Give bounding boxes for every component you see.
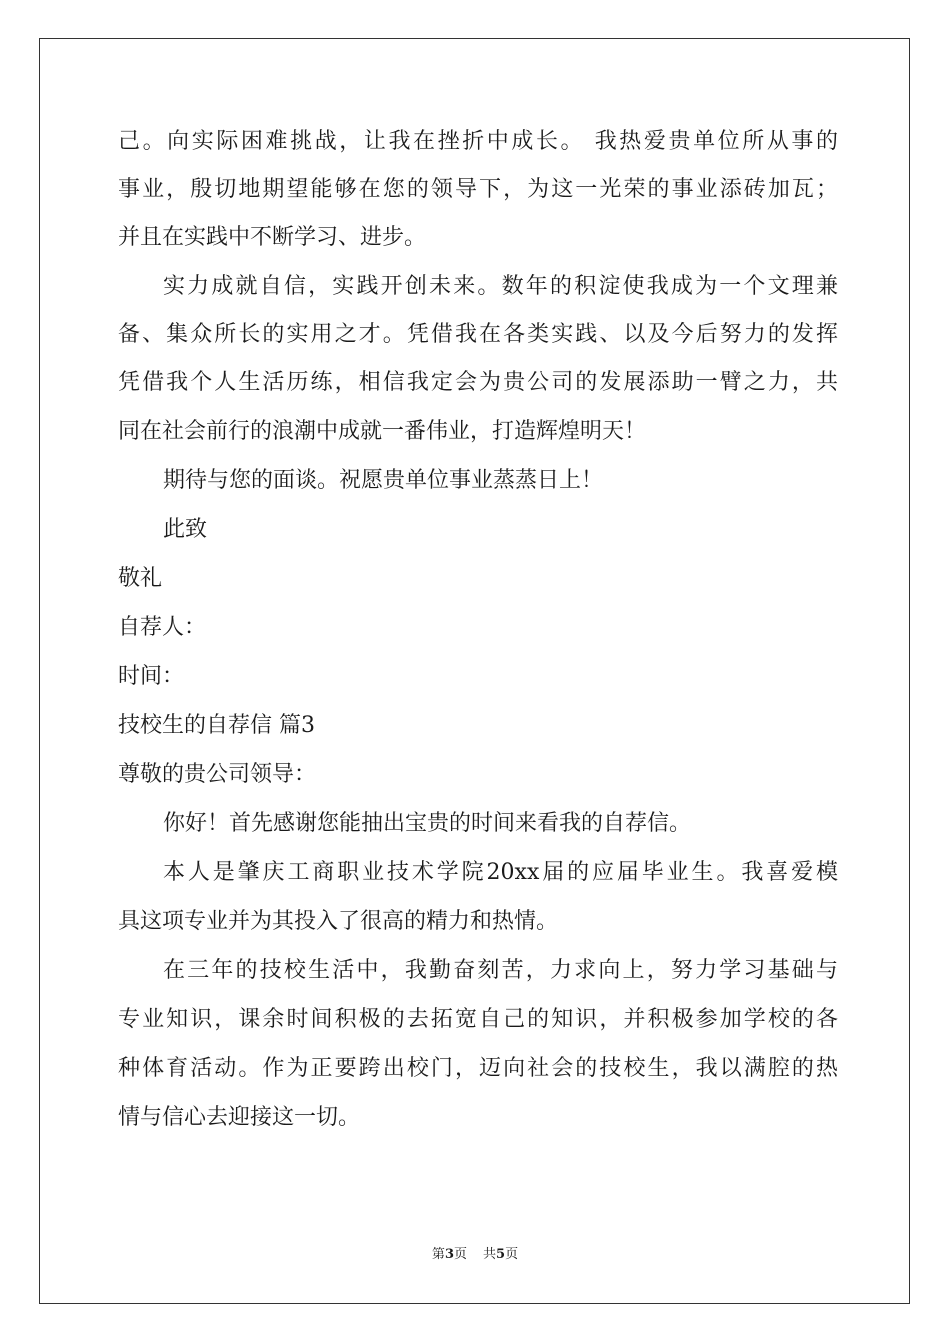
page-footer xyxy=(0,1246,950,1264)
body-line: 同在社会前行的浪潮中成就一番伟业，打造辉煌明天！ xyxy=(118,419,647,444)
section-heading: 技校生的自荐信 篇3 xyxy=(118,713,315,738)
salutation-closing: 此致 xyxy=(163,517,208,542)
body-line: 具这项专业并为其投入了很高的精力和热情。 xyxy=(118,909,559,934)
signer-label: 自荐人： xyxy=(118,615,207,640)
letter-greeting: 尊敬的贵公司领导： xyxy=(118,762,317,787)
footer-total-prefix: 共 xyxy=(483,1247,497,1262)
paragraph-first-line: 实力成就自信，实践开创未来。数年的积淀使我成为一个文理兼 xyxy=(163,274,838,299)
paragraph-first-line: 在三年的技校生活中，我勤奋刻苦，力求向上，努力学习基础与 xyxy=(163,958,838,983)
body-line: 备、集众所长的实用之才。凭借我在各类实践、以及今后努力的发挥 xyxy=(118,322,838,347)
footer-prefix: 第 xyxy=(431,1247,445,1262)
date-label: 时间： xyxy=(118,664,185,689)
total-pages-number: 5 xyxy=(496,1247,506,1262)
body-line: 种体育活动。作为正要跨出校门，迈向社会的技校生，我以满腔的热 xyxy=(118,1056,838,1081)
body-line: 情与信心去迎接这一切。 xyxy=(118,1105,361,1130)
footer-total-suffix: 页 xyxy=(505,1247,519,1262)
paragraph-first-line: 本人是肇庆工商职业技术学院20xx届的应届毕业生。我喜爱模 xyxy=(163,860,838,885)
body-line: 专业知识，课余时间积极的去拓宽自己的知识，并积极参加学校的各 xyxy=(118,1007,838,1032)
footer-page-suffix: 页 xyxy=(453,1247,467,1262)
paragraph-first-line: 你好！首先感谢您能抽出宝贵的时间来看我的自荐信。 xyxy=(163,811,692,836)
closing-wish: 期待与您的面谈。祝愿贵单位事业蒸蒸日上！ xyxy=(163,468,604,493)
salutation-regards: 敬礼 xyxy=(118,566,163,591)
body-line: 并且在实践中不断学习、进步。 xyxy=(118,225,427,250)
body-line: 己。向实际困难挑战，让我在挫折中成长。 我热爱贵单位所从事的 xyxy=(118,129,838,154)
current-page-number: 3 xyxy=(444,1247,454,1262)
body-line: 凭借我个人生活历练，相信我定会为贵公司的发展添助一臂之力，共 xyxy=(118,370,838,395)
body-line: 事业，殷切地期望能够在您的领导下，为这一光荣的事业添砖加瓦； xyxy=(118,177,838,202)
